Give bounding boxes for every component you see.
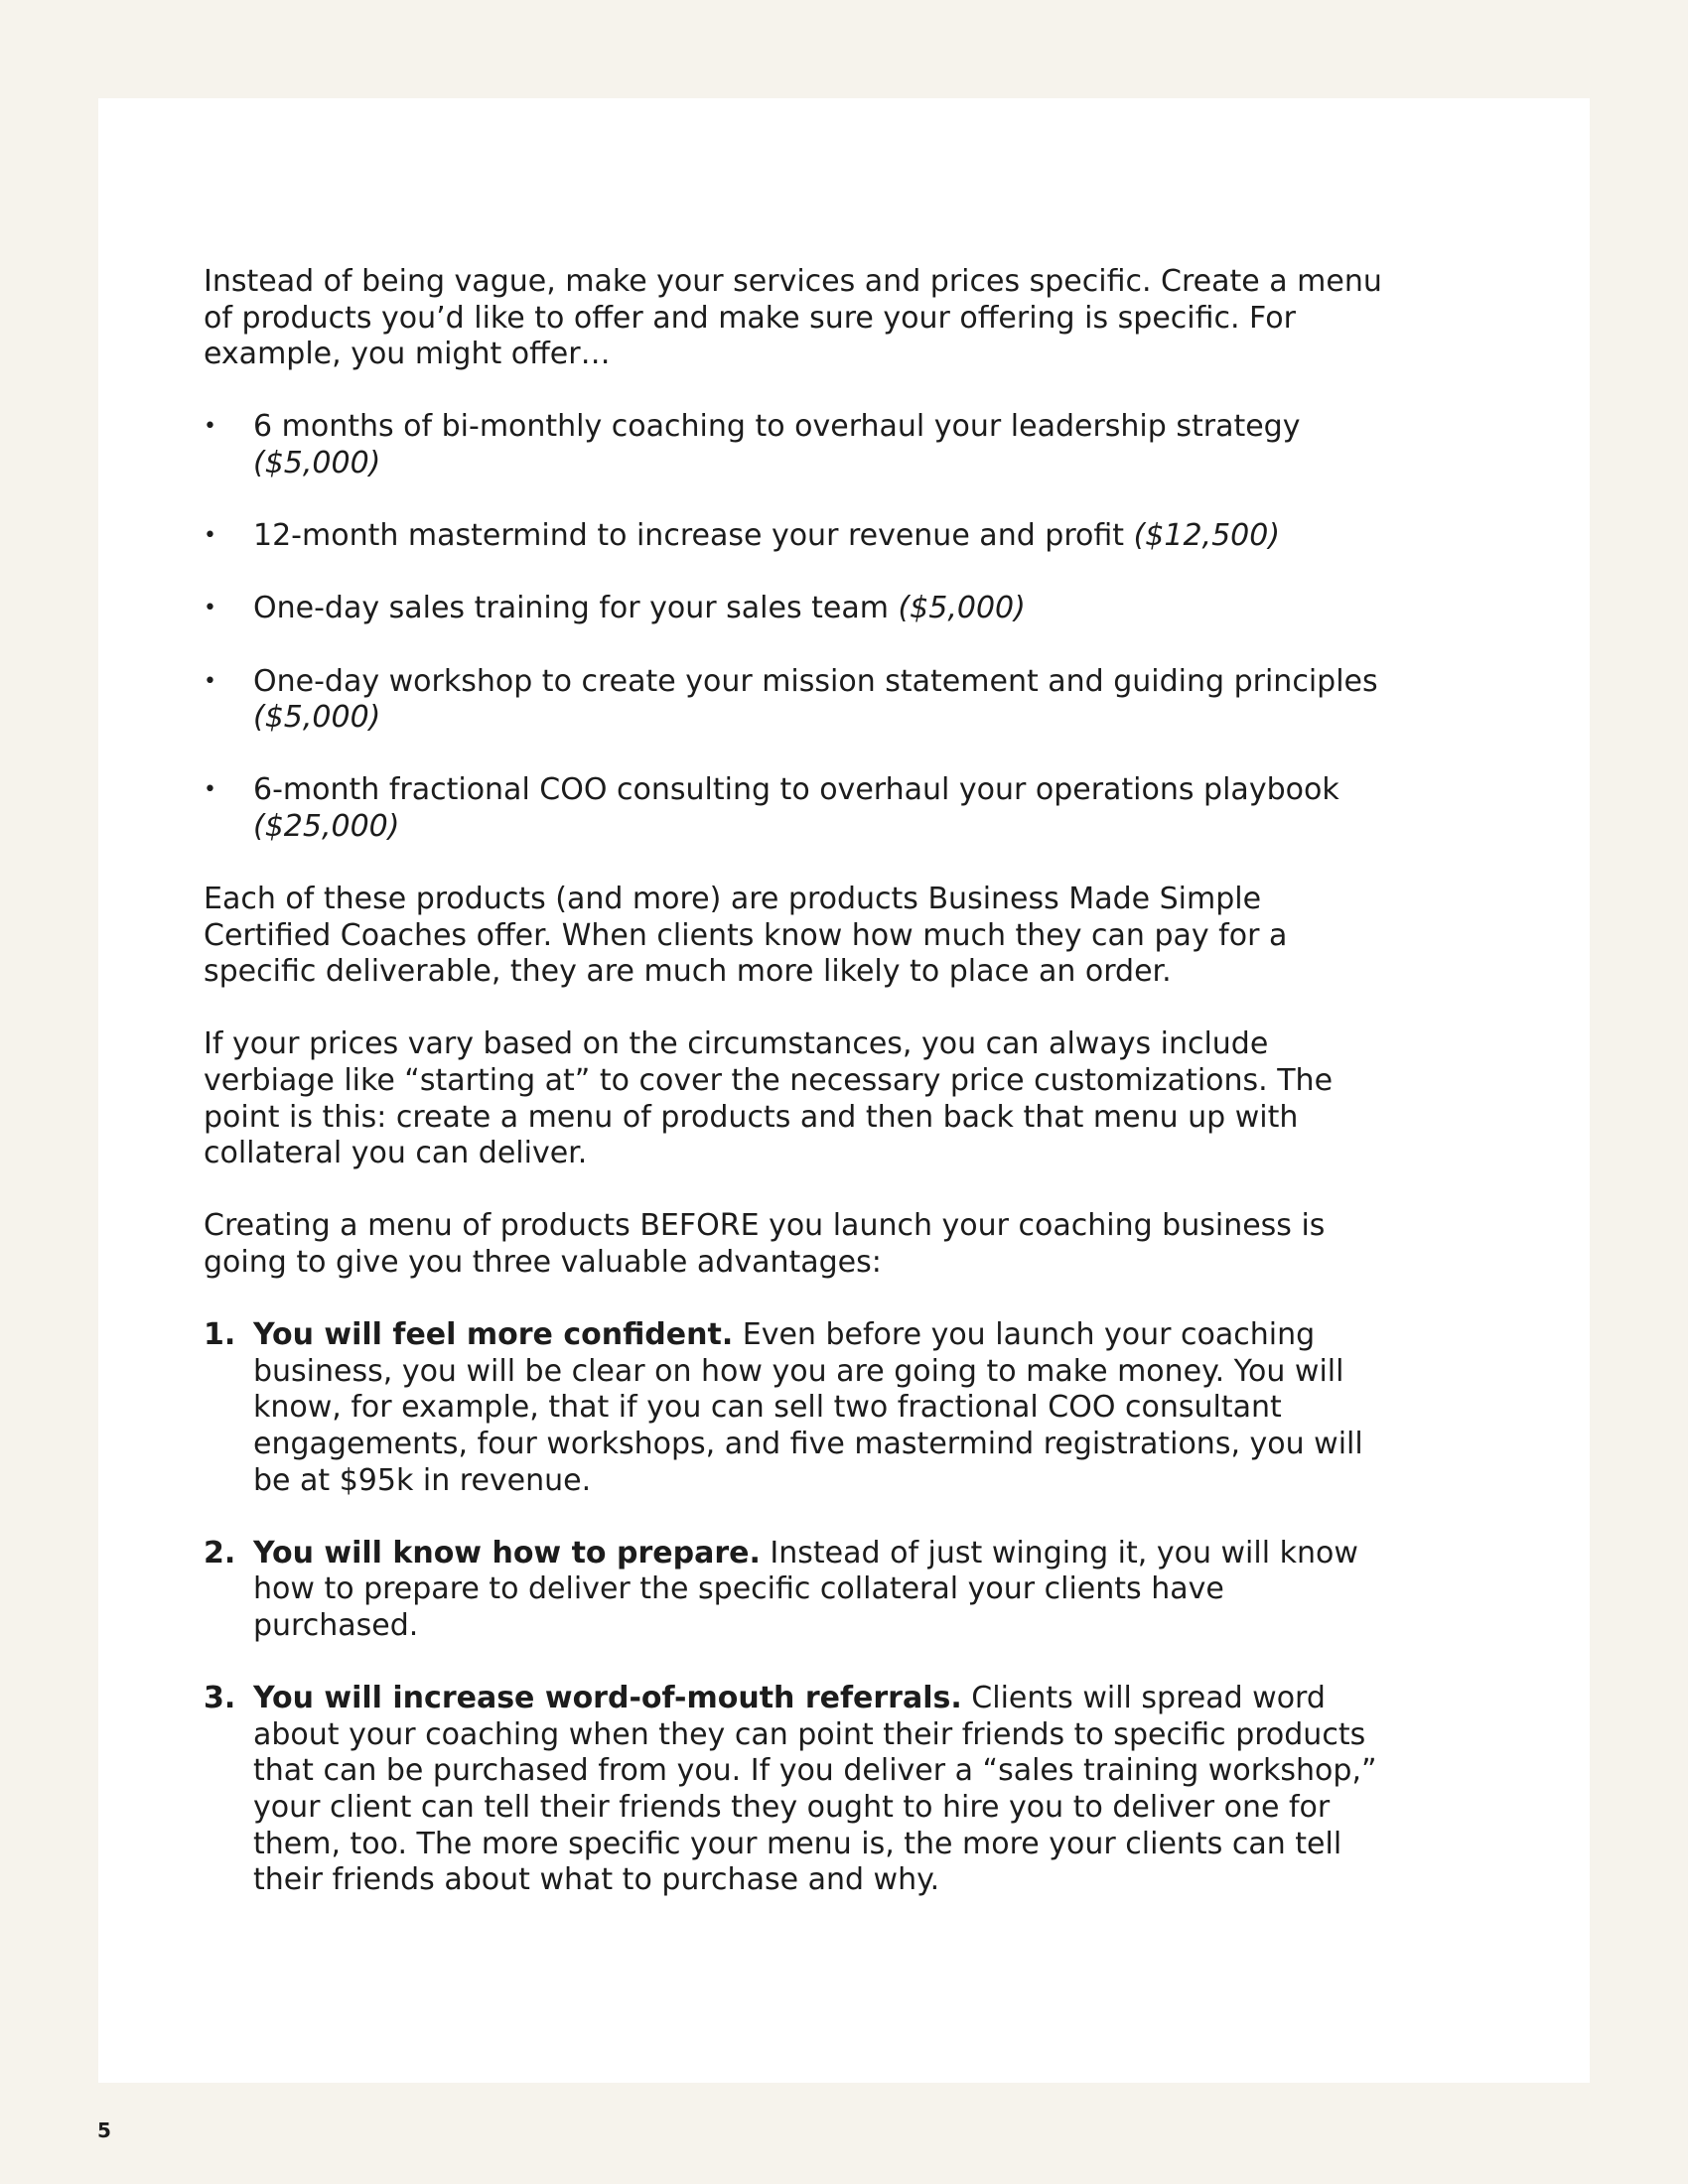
products-paragraph: Each of these products (and more) are products Business Made Simple Certified Coaches offer. When clients know how much they can pay for a specific deliverable, they are much more likely to place an order. [204, 882, 1288, 990]
list-number: 3. [204, 1681, 236, 1716]
list-item [204, 772, 1395, 845]
list-item [204, 518, 1395, 555]
offering-text: 12-month mastermind to increase your revenue and profit [253, 518, 1134, 554]
offering-text: 6 months of bi-monthly coaching to overhaul your leadership strategy [253, 409, 1301, 445]
advantage-title: You will increase word-of-mouth referrals. [253, 1681, 962, 1716]
offering-text: One-day sales training for your sales team [253, 591, 899, 626]
page-number: 5 [97, 2118, 111, 2142]
list-item [204, 664, 1395, 737]
bullet-icon: • [204, 596, 216, 621]
offering-price: ($5,000) [898, 591, 1026, 626]
list-item [204, 591, 1395, 627]
list-number: 2. [204, 1535, 236, 1570]
offering-price: ($12,500) [1133, 518, 1281, 554]
advantage-body: Clients will spread word about your coaching when they can point their friends to specific products that can be purchased from you. If you deliver a “sales training workshop,” your client can tell their friends they ought to hire you to deliver one for them, too. The more specific your menu is, the more your clients can tell their friends about what to purchase and why. [253, 1681, 1377, 1898]
offering-price: ($25,000) [253, 808, 400, 844]
bullet-icon: • [204, 523, 216, 549]
advantage-body: Even before you launch your coaching business, you will be clear on how you are going to make money. You will know, for example, that if you can sell two fractional COO consultant engagements, four workshops, and five mastermind registrations, you will be at $95k in revenue. [253, 1317, 1363, 1498]
offerings-list [204, 409, 1395, 845]
list-item [204, 1681, 1395, 1899]
list-number: 1. [204, 1317, 236, 1353]
advantages-intro-paragraph: Creating a menu of products BEFORE you launch your coaching business is going to give you three valuable advantages: [204, 1208, 1326, 1281]
list-item [204, 1536, 1395, 1645]
intro-paragraph: Instead of being vague, make your services and prices specific. Create a menu of products you’d like to offer and make sure your offering is specific. For example, you might offer… [204, 264, 1382, 372]
prices-paragraph: If your prices vary based on the circumstances, you can always include verbiage like “starting at” to cover the necessary price customizations. The point is this: create a menu of products and then back that menu up with collateral you can deliver. [204, 1026, 1334, 1171]
offering-price: ($5,000) [253, 700, 381, 736]
bullet-icon: • [204, 414, 216, 440]
advantage-title: You will know how to prepare. [253, 1535, 761, 1570]
advantages-list [204, 1317, 1395, 1899]
list-item [204, 1317, 1395, 1499]
bullet-icon: • [204, 777, 216, 803]
list-item [204, 409, 1395, 481]
document-body [204, 264, 1395, 1935]
advantage-title: You will feel more confident. [253, 1317, 734, 1353]
offering-price: ($5,000) [253, 445, 381, 480]
bullet-icon: • [204, 668, 216, 694]
offering-text: 6-month fractional COO consulting to overhaul your operations playbook [253, 772, 1339, 808]
offering-text: One-day workshop to create your mission statement and guiding principles [253, 663, 1378, 699]
advantage-body: Instead of just winging it, you will know how to prepare to deliver the specific collateral your clients have purchased. [253, 1535, 1358, 1643]
